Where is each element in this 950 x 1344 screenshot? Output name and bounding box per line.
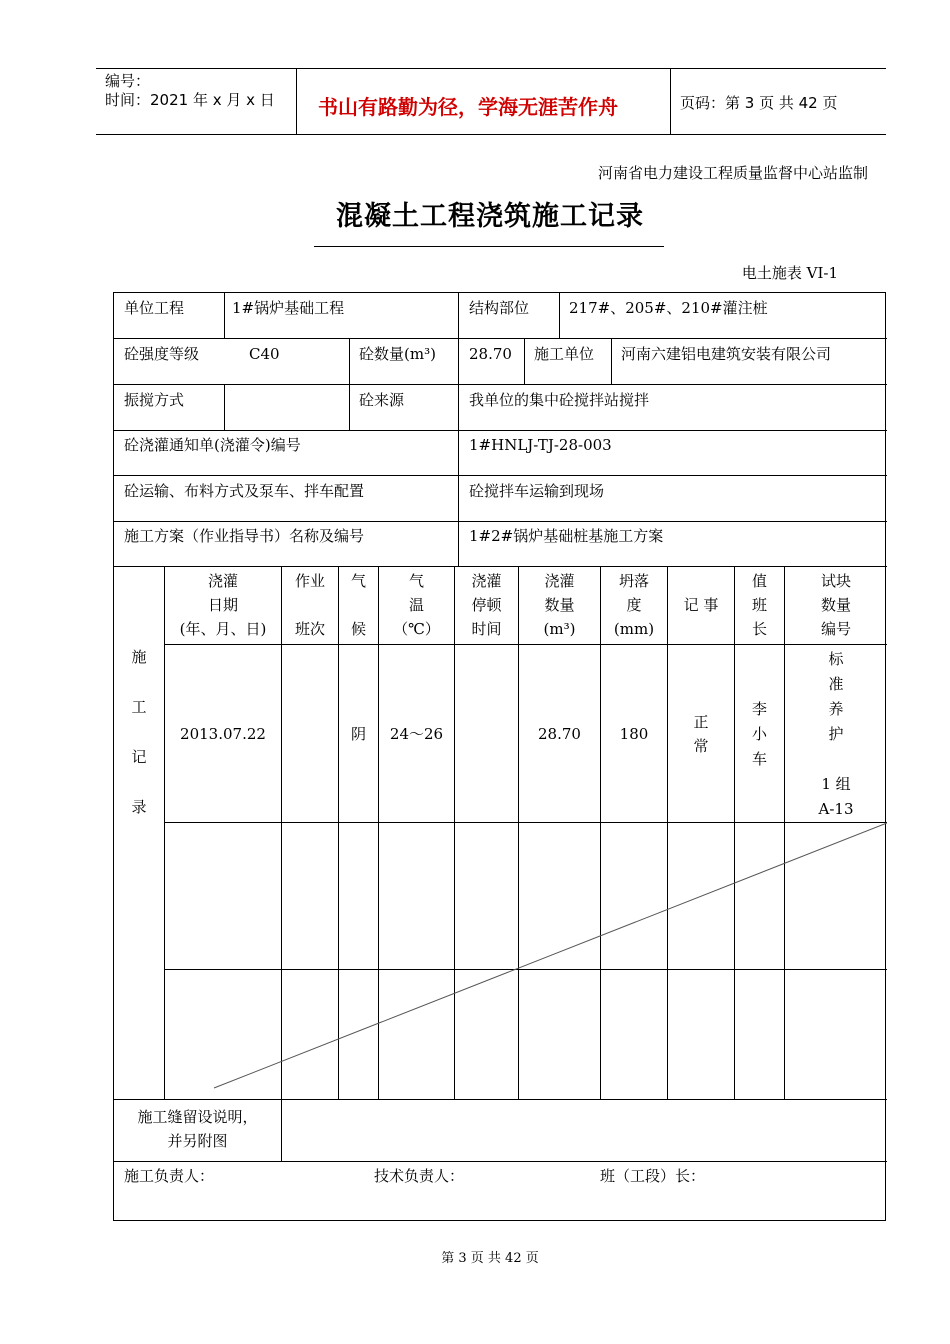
motto: 书山有路勤为径，学海无涯苦作舟 <box>318 95 618 119</box>
time-label: 时间：2021 年 x 月 x 日 <box>105 91 275 109</box>
row1-notes: 正 常 <box>693 713 709 755</box>
notice-label: 砼浇灌通知单(浇灌令)编号 <box>124 436 301 454</box>
row1-qty: 28.70 <box>538 725 581 743</box>
col-header-pause: 浇灌 停顿 时间 <box>471 572 502 638</box>
header-divider <box>670 68 671 135</box>
row1-date: 2013.07.22 <box>180 725 266 743</box>
col-header-date: 浇灌 日期 (年、月、日) <box>179 572 267 638</box>
record-form <box>113 292 886 1221</box>
header-top-rule <box>96 68 886 69</box>
plan-value: 1#2#锅炉基础桩基施工方案 <box>469 527 664 545</box>
notice-value: 1#HNLJ-TJ-28-003 <box>469 436 612 454</box>
col-header-slump: 坍落 度 (mm) <box>613 572 655 638</box>
page-title: 混凝土工程浇筑施工记录 <box>336 201 644 232</box>
col-header-leader: 值 班 长 <box>751 572 767 638</box>
row1-sample: 标 准 养 护 1 组 A-13 <box>818 650 854 818</box>
header-bottom-rule <box>96 134 886 135</box>
transport-label: 砼运输、布料方式及泵车、拌车配置 <box>124 482 365 500</box>
title-underline <box>314 246 664 247</box>
code-label: 编号： <box>105 72 151 90</box>
construction-lead-label: 施工负责人： <box>124 1167 215 1185</box>
quantity-value: 28.70 <box>469 345 512 363</box>
page-footer: 第 3 页 共 42 页 <box>441 1251 539 1266</box>
row1-slump: 180 <box>619 725 649 743</box>
col-header-shift: 作业 班次 <box>294 572 325 638</box>
grade-label: 砼强度等级 <box>124 345 200 363</box>
row1-temp: 24～26 <box>389 725 444 743</box>
tech-lead-label: 技术负责人： <box>374 1167 465 1185</box>
page-info: 页码：第 3 页 共 42 页 <box>680 94 838 112</box>
form-number: 电土施表 VI-1 <box>741 264 838 282</box>
transport-value: 砼搅拌车运输到现场 <box>469 482 605 500</box>
row1-leader: 李 小 车 <box>751 700 767 768</box>
row1-weather: 阴 <box>350 725 366 743</box>
team-lead-label: 班（工段）长： <box>600 1167 706 1185</box>
source-value: 我单位的集中砼搅拌站搅拌 <box>469 391 650 409</box>
plan-label: 施工方案（作业指导书）名称及编号 <box>124 527 365 545</box>
grade-value: C40 <box>249 345 280 363</box>
col-header-weather: 气 候 <box>350 572 366 638</box>
col-header-qty: 浇灌 数量 (m³) <box>543 572 576 638</box>
contractor-label: 施工单位 <box>534 345 595 363</box>
record-side-label: 施 工 记 录 <box>131 648 147 816</box>
structure-value: 217#、205#、210#灌注桩 <box>569 299 768 317</box>
joint-label: 施工缝留设说明， 并另附图 <box>137 1108 258 1150</box>
col-header-notes: 记 事 <box>683 596 719 614</box>
col-header-sample: 试块 数量 编号 <box>820 572 851 638</box>
header-divider <box>296 68 297 135</box>
quantity-label: 砼数量(m³) <box>359 345 436 363</box>
structure-label: 结构部位 <box>469 299 530 317</box>
source-label: 砼来源 <box>359 391 405 409</box>
contractor-value: 河南六建铝电建筑安装有限公司 <box>621 345 832 363</box>
unit-project-value: 1#锅炉基础工程 <box>232 299 345 317</box>
mixing-label: 振搅方式 <box>124 391 185 409</box>
supervising-org: 河南省电力建设工程质量监督中心站监制 <box>597 164 868 182</box>
col-header-temp: 气 温 （℃） <box>393 572 440 638</box>
unit-project-label: 单位工程 <box>124 299 185 317</box>
